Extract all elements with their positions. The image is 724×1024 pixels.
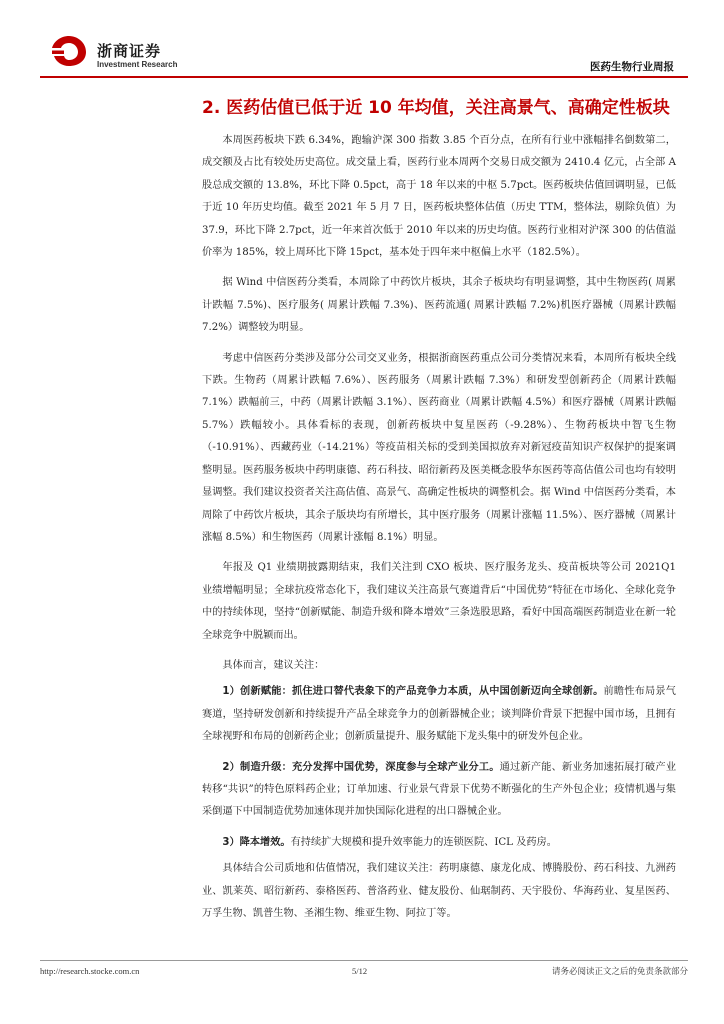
paragraph-wind-classification: 据 Wind 中信医药分类看，本周除了中药饮片板块，其余子板块均有明显调整，其中生物医药( 周累计跌幅 7.5%)、医疗服务( 周累计跌幅 7.3%)、医药流通( 周累计跌幅 7.2%)机医疗器械（周累计跌幅 7.2%）调整较为明显。 <box>202 277 676 334</box>
company-logo <box>50 34 210 74</box>
page-header <box>40 30 688 75</box>
paragraph-market-review: 本周医药板块下跌 6.34%，跑输沪深 300 指数 3.85 个百分点，在所有行业中涨幅排名倒数第二，成交额及占比有较处历史高位。成交量上看，医药行业本周两个交易日成交额为 2410.4 亿元，占全部 A 股总成交额的 13.8%，环比下降 0.5pct，高于 18 年以来的中枢 5.7pct。医药板块估值回调明显，已低于近 10 年历史均值。截至 2021 年 5 月 7 日，医药板块整体估值（历史 TTM，整体法，剔除负值）为 37.9，环比下降 2.7pct，近一年来首次低于 2010 年以来的历史均值。医药行业相对沪深 300 的估值溢价率为 185%，较上周环比下降 15pct，基本处于四年来中枢偏上水平（182.5%）。 <box>202 135 676 259</box>
suggestion-head: 3）降本增效。 <box>222 836 291 848</box>
paragraph-investment-view: 年报及 Q1 业绩期披露期结束，我们关注到 CXO 板块、医疗服务龙头、疫苗板块等公司 2021Q1 业绩增幅明显；全球抗疫常态化下，我们建议关注高景气赛道背后“中国优势”特征在市场化、全球化竞争中的持续体现，坚持“创新赋能、制造升级和降本增效”三条选股思路，看好中国高端医药制造业在新一轮全球竞争中脱颖而出。 <box>202 562 676 641</box>
suggestion-body: 通过新产能、新业务加速拓展打破产业转移“共识”的特色原料药企业；订单加速、行业景气背景下优势不断强化的生产外包企业；疫情机遇与集采倒逼下中国制造优势加速体现并加快国际化进程的出口器械企业。 <box>202 761 677 818</box>
header-divider <box>40 76 688 78</box>
page-number: 5/12 <box>352 966 368 976</box>
footer-disclaimer: 请务必阅读正文之后的免责条款部分 <box>551 967 688 977</box>
suggestion-cost-efficiency <box>202 832 676 854</box>
footer-website-link[interactable]: http://research.stocke.com.cn <box>40 966 140 976</box>
paragraph-stock-picks: 具体结合公司质地和估值情况，我们建议关注：药明康德、康龙化成、博腾股份、药石科技、九洲药业、凯莱英、昭衍新药、泰格医药、普洛药业、健友股份、仙琚制药、天宇股份、华海药业、复星医药、万孚生物、凯普生物、圣湘生物、维亚生物、阿拉丁等。 <box>202 863 676 919</box>
article-body <box>202 130 676 933</box>
suggestion-innovation <box>202 681 676 748</box>
suggestion-body: 前瞻性布局景气赛道，坚持研发创新和持续提升产品全球竞争力的创新器械企业；谈判降价背景下把握中国市场，且拥有全球视野和布局的创新药企业；创新质量提升、服务赋能下龙头集中的研发外包企业。 <box>202 686 676 743</box>
suggestion-body: 有持续扩大规模和提升效率能力的连锁医院、ICL 及药房。 <box>290 836 557 848</box>
footer-divider <box>40 960 688 961</box>
suggestion-head: 1）创新赋能：抓住进口替代表象下的产品竞争力本质，从中国创新迈向全球创新。 <box>222 686 604 698</box>
logo-chinese-name: 浙商证券 <box>97 42 162 60</box>
logo-english-name: Investment Research <box>97 60 178 69</box>
section-title: 2. 医药估值已低于近 10 年均值，关注高景气、高确定性板块 <box>202 98 670 118</box>
suggestion-manufacturing <box>202 757 676 824</box>
report-type-label: 医药生物行业周报 <box>590 61 674 73</box>
paragraph-recommendation-intro: 具体而言，建议关注： <box>222 659 325 671</box>
suggestion-head: 2）制造升级：充分发挥中国优势，深度参与全球产业分工。 <box>222 761 500 773</box>
logo-emblem-icon <box>50 34 88 68</box>
paragraph-sector-performance: 考虑中信医药分类涉及部分公司交叉业务，根据浙商医药重点公司分类情况来看，本周所有板块全线下跌。生物药（周累计跌幅 7.6%）、医药服务（周累计跌幅 7.3%）和研发型创新药企（周累计跌幅 7.1%）跌幅前三，中药（周累计跌幅 3.1%）、医药商业（周累计跌幅 4.5%）和医疗器械（周累计跌幅 5.7%）跌幅较小。具体看标的表现，创新药板块中复星医药（-9.28%）、生物药板块中智飞生物（-10.91%）、西藏药业（-14.21%）等疫苗相关标的受到美国拟放弃对新冠疫苗知识产权保护的提案调整明显。医药服务板块中药明康德、药石科技、昭衍新药及医美概念股华东医药等高估值公司也均有较明显调整。我们建议投资者关注高估值、高景气、高确定性板块的调整机会。据 Wind 中信医药分类看，本周除了中药饮片板块，其余子版块均有所增长，其中医疗服务（周累计涨幅 11.5%）、医疗器械（周累计涨幅 8.5%）和生物医药（周累计涨幅 8.1%）明显。 <box>202 352 676 543</box>
